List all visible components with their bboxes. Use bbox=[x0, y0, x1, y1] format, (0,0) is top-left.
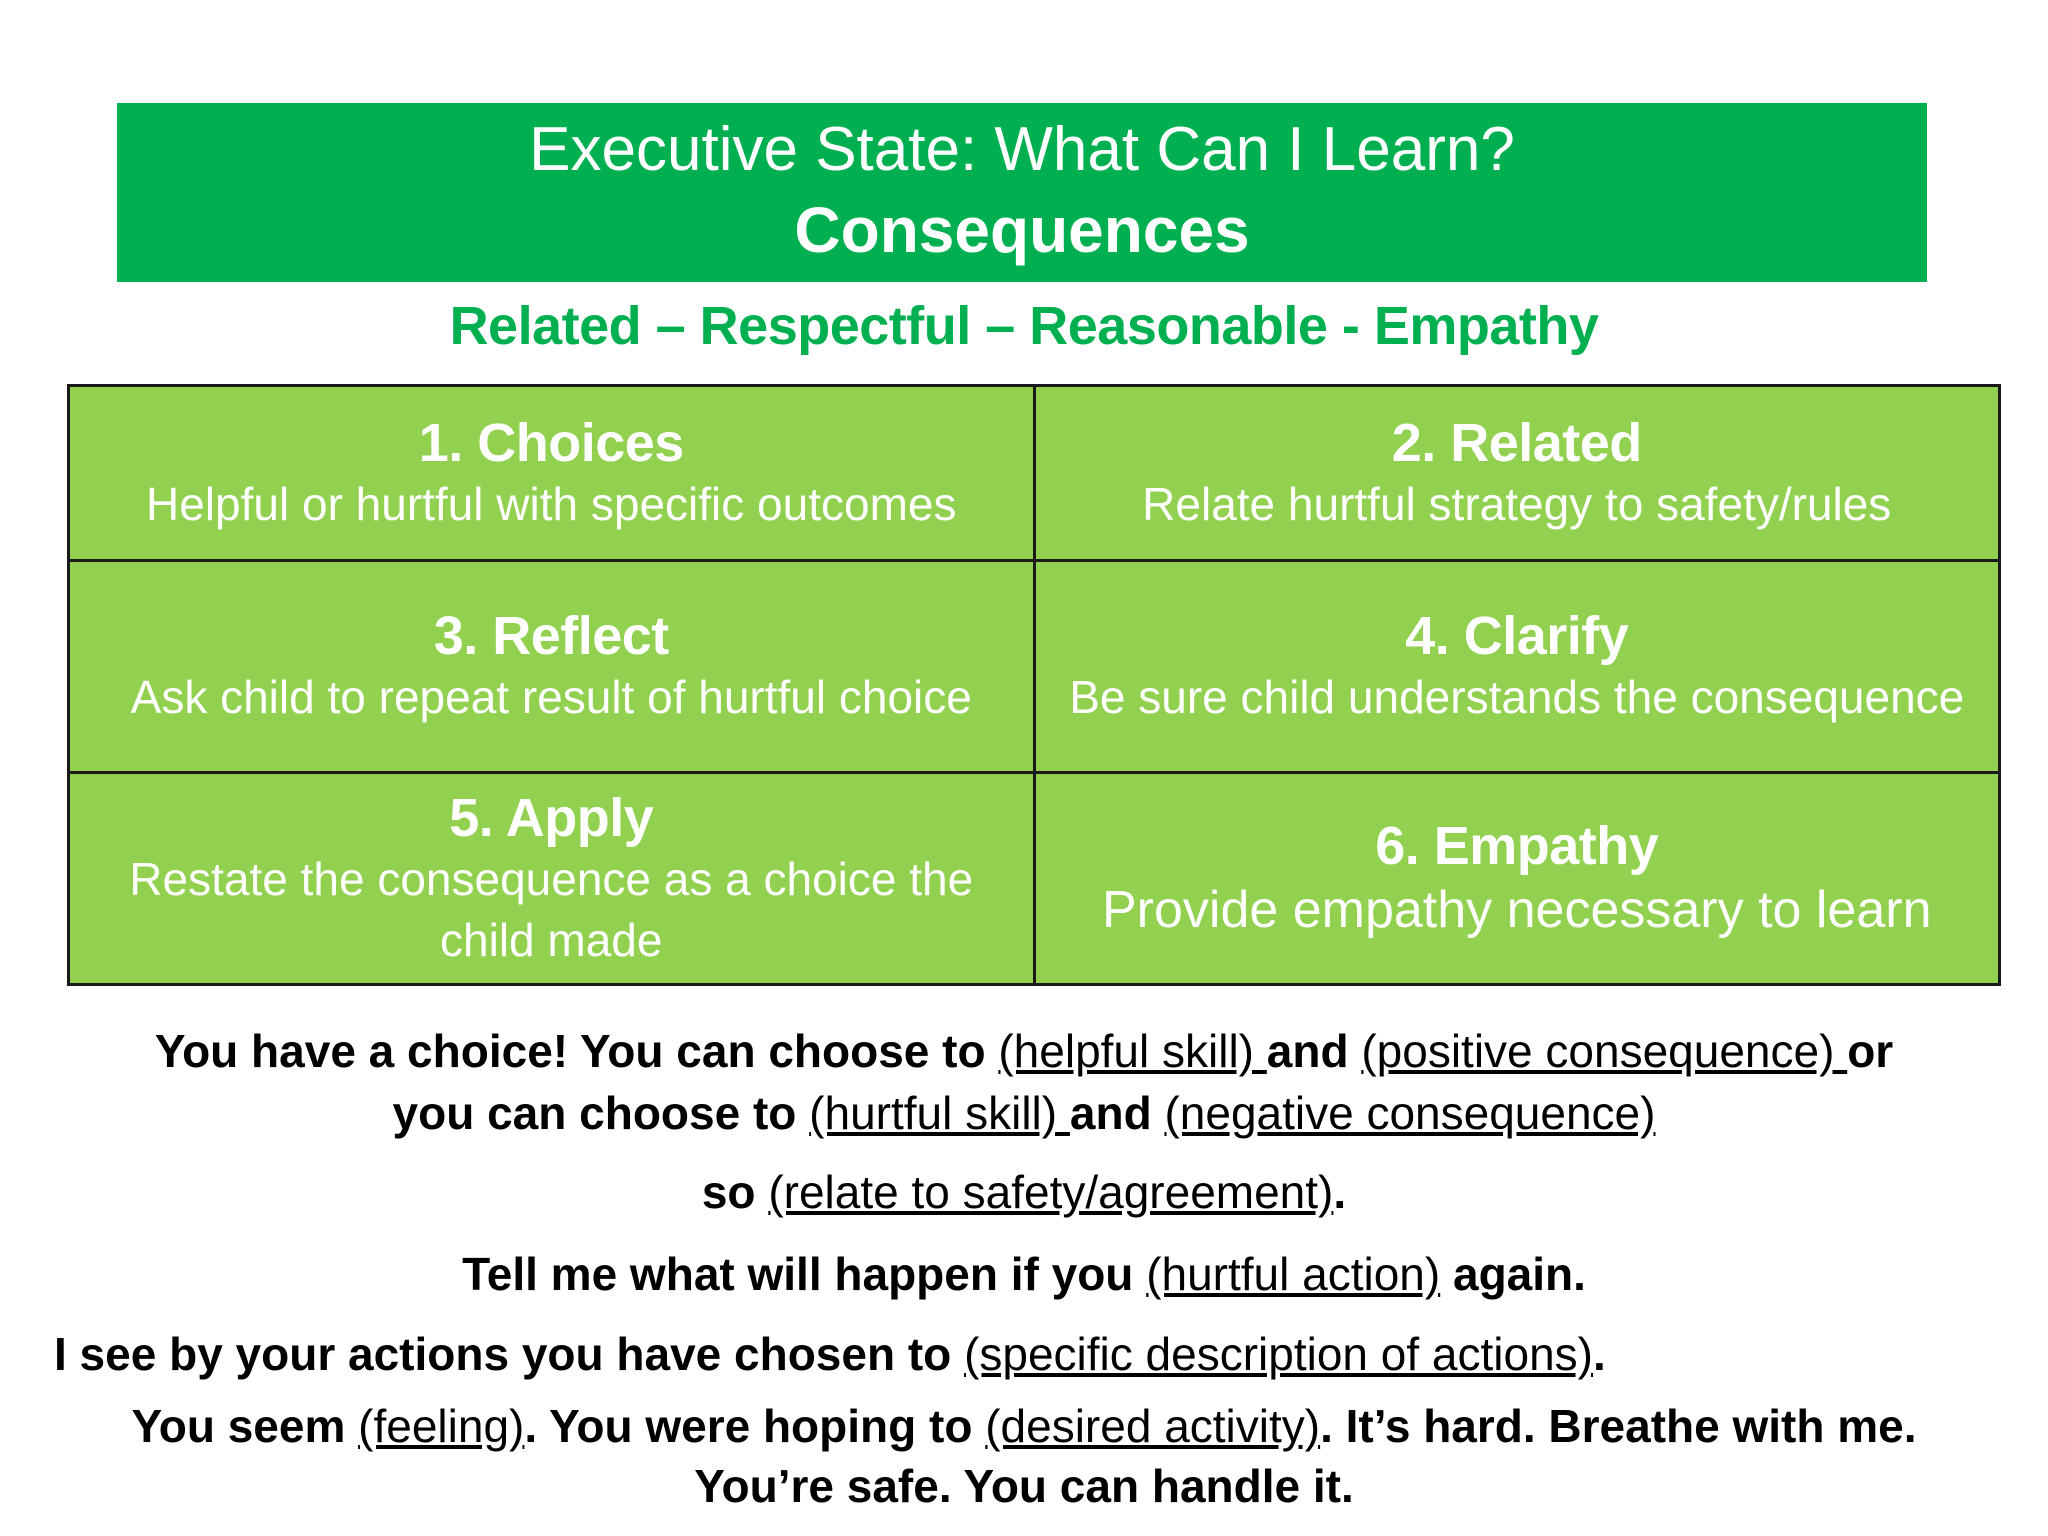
step-title: 2. Related bbox=[1391, 412, 1642, 473]
script-text: You have a choice! You can choose to bbox=[154, 1025, 999, 1077]
script-text: You’re safe. You can handle it. bbox=[694, 1460, 1354, 1512]
script-text: and bbox=[1069, 1087, 1165, 1139]
step-title: 1. Choices bbox=[418, 412, 684, 473]
blank-helpful-skill: (helpful skill) bbox=[998, 1025, 1267, 1077]
script-text: You seem bbox=[131, 1400, 359, 1452]
script-text: I see by your actions you have chosen to bbox=[54, 1328, 965, 1380]
tell-script bbox=[0, 1244, 2048, 1304]
script-text: . You were hoping to bbox=[524, 1400, 986, 1452]
blank-negative-consequence: (negative consequence) bbox=[1164, 1087, 1656, 1139]
step-cell-5 bbox=[69, 773, 1035, 985]
script-text: so bbox=[701, 1166, 769, 1218]
script-text: . It’s hard. Breathe with me. bbox=[1320, 1400, 1917, 1452]
page-subtitle: Consequences bbox=[794, 194, 1250, 266]
step-cell-2 bbox=[1034, 386, 2000, 561]
script-text: . bbox=[1333, 1166, 1347, 1218]
title-banner bbox=[117, 103, 1927, 282]
script-phrases bbox=[0, 1020, 2048, 1516]
script-text: you can choose to bbox=[392, 1087, 810, 1139]
step-cell-1 bbox=[69, 386, 1035, 561]
step-desc: Restate the consequence as a choice the child made bbox=[129, 852, 974, 966]
table-row bbox=[69, 773, 2000, 985]
table-row bbox=[69, 561, 2000, 773]
step-cell-6 bbox=[1034, 773, 2000, 985]
step-desc: Ask child to repeat result of hurtful choice bbox=[130, 671, 972, 723]
script-text: or bbox=[1847, 1025, 1894, 1077]
script-text: again. bbox=[1440, 1248, 1586, 1300]
blank-description-of-actions: (specific description of actions) bbox=[964, 1328, 1593, 1380]
see-script bbox=[0, 1324, 2048, 1384]
step-desc: Provide empathy necessary to learn bbox=[1101, 880, 1932, 939]
step-desc: Relate hurtful strategy to safety/rules bbox=[1142, 477, 1892, 530]
step-title: 4. Clarify bbox=[1405, 606, 1629, 666]
blank-positive-consequence: (positive consequence) bbox=[1361, 1025, 1848, 1077]
step-desc: Helpful or hurtful with specific outcomes bbox=[146, 477, 957, 530]
step-title: 6. Empathy bbox=[1375, 815, 1659, 876]
step-title: 3. Reflect bbox=[433, 606, 669, 666]
steps-table bbox=[67, 384, 2001, 986]
blank-hurtful-skill: (hurtful skill) bbox=[809, 1087, 1070, 1139]
script-text: Tell me what will happen if you bbox=[462, 1248, 1147, 1300]
seem-script bbox=[0, 1396, 2048, 1516]
step-cell-4 bbox=[1034, 561, 2000, 773]
blank-desired-activity: (desired activity) bbox=[985, 1400, 1321, 1452]
so-script bbox=[0, 1162, 2048, 1222]
script-text: and bbox=[1266, 1025, 1362, 1077]
choice-script bbox=[0, 1020, 2048, 1144]
step-cell-3 bbox=[69, 561, 1035, 773]
script-text: . bbox=[1593, 1328, 1606, 1380]
blank-safety-agreement: (relate to safety/agreement) bbox=[768, 1166, 1334, 1218]
blank-hurtful-action: (hurtful action) bbox=[1146, 1248, 1441, 1300]
step-desc: Be sure child understands the consequence bbox=[1069, 671, 1965, 723]
page-title: Executive State: What Can I Learn? bbox=[529, 115, 1515, 184]
table-row bbox=[69, 386, 2000, 561]
principles-line: Related – Respectful – Reasonable - Empathy bbox=[449, 296, 1599, 356]
step-title: 5. Apply bbox=[449, 787, 654, 848]
blank-feeling: (feeling) bbox=[358, 1400, 525, 1452]
